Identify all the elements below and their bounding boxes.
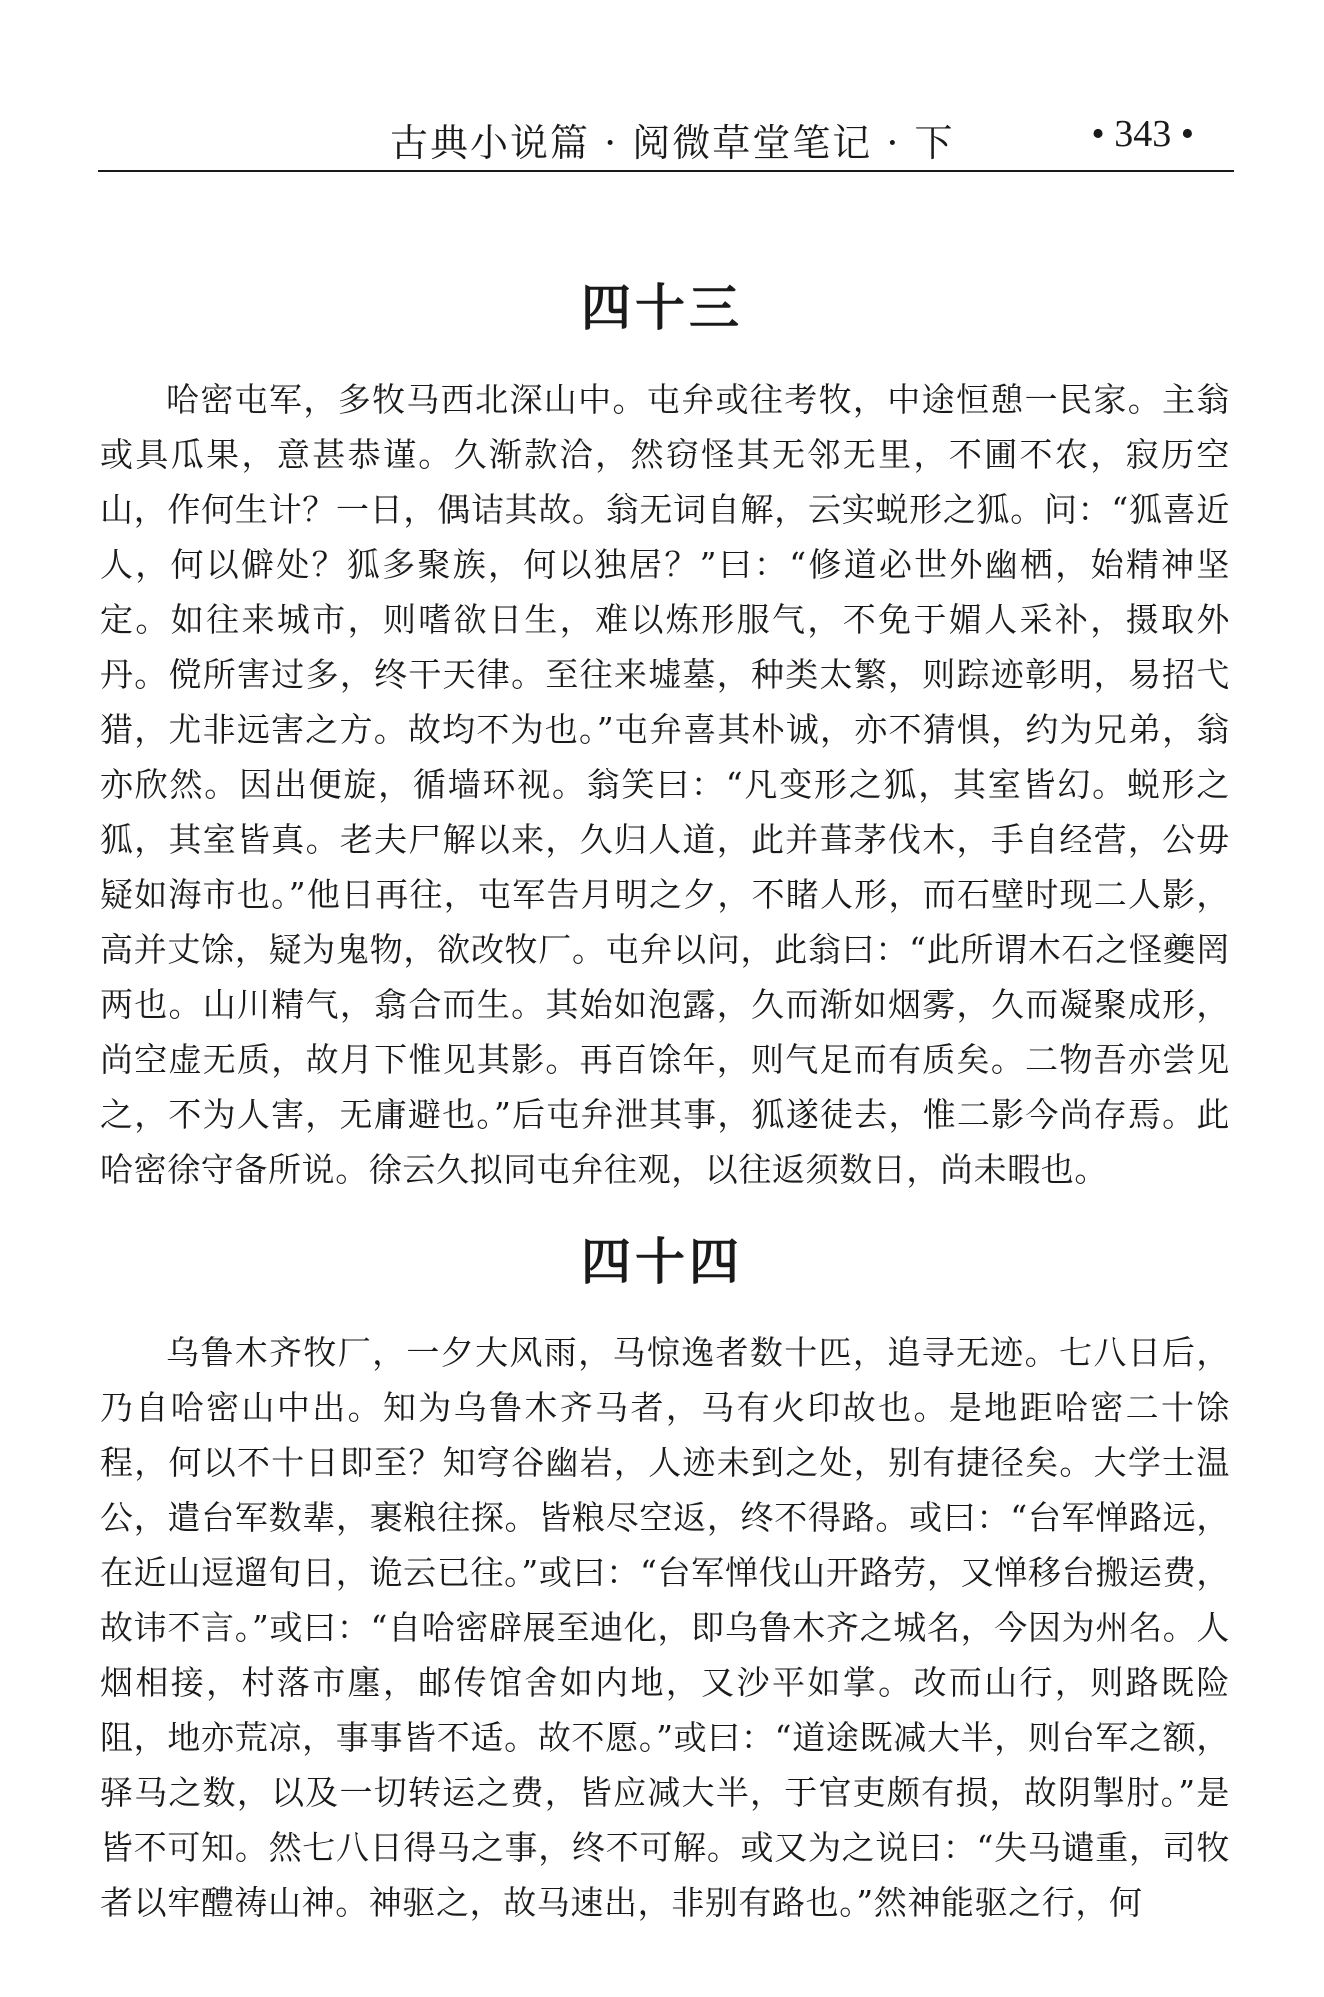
- paragraph: 哈密屯军，多牧马西北深山中。屯弁或往考牧，中途恒憩一民家。主翁或具瓜果，意甚恭谨。久渐款洽，然窃怪其无邻无里，不圃不农，寂历空山，作何生计？一日，偶诘其故。翁无词自解，云实蜕形之狐。问：“狐喜近人，何以僻处？狐多聚族，何以独居？”曰：“修道必世外幽栖，始精神坚定。如往来城市，则嗜欲日生，难以炼形服气，不免于媚人采补，摄取外丹。傥所害过多，终干天律。至往来墟墓，种类太繁，则踪迹彰明，易招弋猎，尤非远害之方。故均不为也。”屯弁喜其朴诚，亦不猜惧，约为兄弟，翁亦欣然。因出便旋，循墙环视。翁笑曰：“凡变形之狐，其室皆幻。蜕形之狐，其室皆真。老夫尸解以来，久归人道，此并葺茅伐木，手自经营，公毋疑如海市也。”他日再往，屯军告月明之夕，不睹人形，而石壁时现二人影，高并丈馀，疑为鬼物，欲改牧厂。屯弁以问，此翁曰：“此所谓木石之怪夔罔两也。山川精气，翕合而生。其始如泡露，久而渐如烟雾，久而凝聚成形，尚空虚无质，故月下惟见其影。再百馀年，则气足而有质矣。二物吾亦尝见之，不为人害，无庸避也。”后屯弁泄其事，狐遂徒去，惟二影今尚存焉。此哈密徐守备所说。徐云久拟同屯弁往观，以往返须数日，尚未暇也。: [100, 380, 1230, 1189]
- section-title-44: 四十四: [581, 1233, 743, 1291]
- running-header-title: 古典小说篇 · 阅微草堂笔记 · 下: [390, 121, 955, 165]
- section-body-44: [100, 1325, 1230, 1930]
- paragraph: 乌鲁木齐牧厂，一夕大风雨，马惊逸者数十匹，追寻无迹。七八日后，乃自哈密山中出。知为乌鲁木齐马者，马有火印故也。是地距哈密二十馀程，何以不十日即至？知穹谷幽岩，人迹未到之处，别有捷径矣。大学士温公，遣台军数辈，裹粮往探。皆粮尽空返，终不得路。或曰：“台军惮路远，在近山逗遛旬日，诡云已往。”或曰：“台军惮伐山开路劳，又惮移台搬运费，故讳不言。”或曰：“自哈密辟展至迪化，即乌鲁木齐之城名，今因为州名。人烟相接，村落市廛，邮传馆舍如内地，又沙平如掌。改而山行，则路既险阻，地亦荒凉，事事皆不适。故不愿。”或曰：“道途既减大半，则台军之额，驿马之数，以及一切转运之费，皆应减大半，于官吏颇有损，故阴掣肘。”是皆不可知。然七八日得马之事，终不可解。或又为之说曰：“失马谴重，司牧者以牢醴祷山神。神驱之，故马速出，非别有路也。”然神能驱之行，何: [100, 1333, 1230, 1922]
- header-divider: [98, 170, 1234, 172]
- section-title-43: 四十三: [581, 279, 743, 337]
- running-header: [98, 108, 1234, 170]
- page-number: • 343 •: [1091, 113, 1194, 155]
- section-body-43: [100, 372, 1230, 1197]
